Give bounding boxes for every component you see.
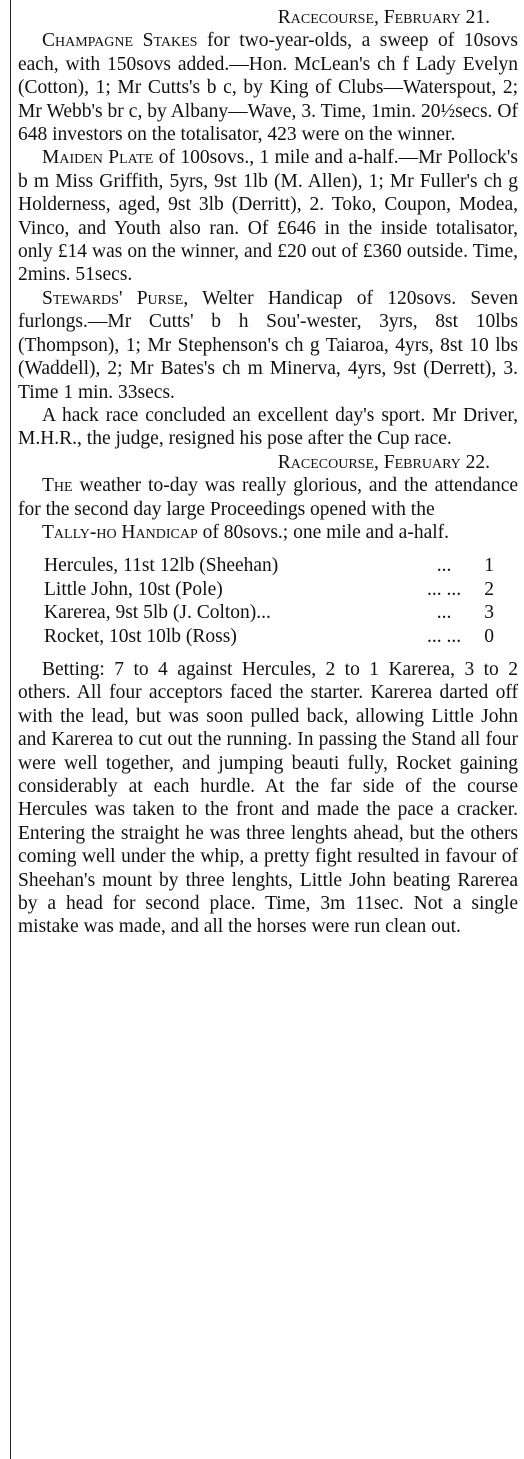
day-two-intro-lead: The [42, 475, 73, 497]
result-place: 1 [484, 555, 494, 577]
result-horse: Rocket, 10st 10lb (Ross) [44, 625, 237, 647]
maiden-plate-paragraph [18, 146, 518, 286]
result-leader-dots: ... ... [426, 625, 462, 647]
maiden-plate-body: of 100sovs., 1 mile and a-half.—Mr Pollock's b m Miss Griffith, 5yrs, 9st 1lb (M. Allen), 1; Mr Fuller's ch g Holderness, aged, 9st 3lb (Derritt), 2. Toko, Coupon, Modea, Vinco, and Youth also ran. Of £646 in the inside totalisator, only £14 was on the winner, and £20 out of £360 outside. Time, 2mins. 51secs. [18, 147, 518, 286]
result-place: 0 [484, 625, 494, 647]
hack-race-paragraph: A hack race concluded an excellent day's sport. Mr Driver, M.H.R., the judge, resigned his pose after the Cup race. [18, 404, 518, 450]
day-two-intro-body: weather to-day was really glorious, and the attendance for the second day large Proceedings opened with the [18, 475, 519, 520]
tally-ho-handicap-paragraph [18, 521, 518, 544]
race-report-paragraph: Betting: 7 to 4 against Hercules, 2 to 1 Karerea, 3 to 2 others. All four acceptors faced the starter. Karerea darted off with the lead, but was soon pulled back, allowing Little John and Karerea to cut out the running. In passing the Stand all four were well together, and jumping beauti fully, Rocket gaining considerably at each hurdle. At the far side of the course Hercules was taken to the front and made the pace a cracker. Entering the straight he was three lenghts ahead, but the others coming well under the whip, a pretty fight resulted in favour of Sheehan's mount by three lenghts, Little John beating Rarerea by a head for second place. Time, 3m 11sec. Not a single mistake was made, and all the horses were run clean out. [18, 658, 518, 938]
newspaper-column [18, 6, 518, 939]
dateline-february-22: Racecourse, February 22. [277, 451, 490, 473]
result-place: 2 [484, 578, 494, 600]
champagne-stakes-paragraph [18, 29, 518, 146]
race-results-table [44, 554, 494, 648]
stewards-purse-paragraph [18, 287, 518, 404]
champagne-stakes-title: Champagne Stakes [42, 30, 198, 52]
stewards-purse-title: Stewards' Purse, [42, 287, 189, 309]
result-leader-dots: ... [436, 555, 452, 577]
champagne-stakes-body: for two-year-olds, a sweep of 10sovs each, with 150sovs added.—Hon. McLean's ch f Lady Evelyn (Cotton), 1; Mr Cutts's b c, by King of Clubs—Waterspout, 2; Mr Webb's br c, by Albany—Wave, 3. Time, 1min. 20½secs. Of 648 investors on the totalisator, 423 were on the winner. [18, 30, 519, 146]
day-two-intro-paragraph [18, 474, 518, 521]
result-place: 3 [484, 602, 494, 624]
result-horse: Little John, 10st (Pole) [44, 578, 223, 600]
table-row [44, 578, 494, 601]
stewards-purse-body: Welter Handicap of 120sovs. Seven furlongs.—Mr Cutts' b h Sou'-wester, 3yrs, 8st 10lbs (Thompson), 1; Mr Stephenson's ch g Taiaroa, 4yrs, 8st 10 lbs (Waddell), 2; Mr Bates's ch m Minerva, 4yrs, 9st (Derrett), 3. Time 1 min. 33secs. [18, 287, 518, 403]
result-leader-dots: ... [436, 602, 452, 624]
tally-ho-handicap-title: Tally-ho Handicap [42, 521, 198, 543]
table-row [44, 554, 494, 577]
column-rule [10, 0, 11, 1459]
table-row [44, 625, 494, 648]
tally-ho-handicap-body: of 80sovs.; one mile and a-half. [202, 521, 450, 543]
result-leader-dots: ... ... [426, 578, 462, 600]
maiden-plate-title: Maiden Plate [42, 147, 154, 169]
result-horse: Karerea, 9st 5lb (J. Colton)... [44, 602, 271, 624]
dateline-february-21: Racecourse, February 21. [277, 7, 490, 28]
result-horse: Hercules, 11st 12lb (Sheehan) [44, 555, 279, 577]
table-row [44, 601, 494, 624]
